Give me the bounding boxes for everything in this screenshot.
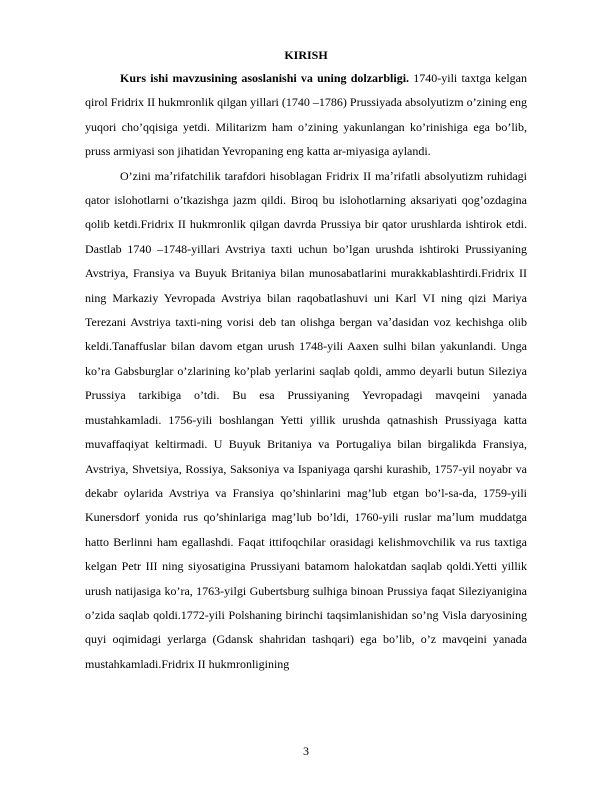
page-number: 3 xyxy=(303,744,309,758)
section-heading: KIRISH xyxy=(284,48,328,62)
paragraph-text: O’zini maʼrifatchilik tarafdori hisoblagan Fridrix II maʼrifatli absolyutizm ruhidagi qator islohotlarni o’tkazishga jazm qildi. Biroq bu islohotlarning aksariyati qog’ozdagina qolib ketdi.Fridrix II hukmronlik qilgan davrda Prussiya bir qator urushlarda ishtirok etdi. Dastlab 1740 –1748-yillari Avstriya taxti uchun bo’lgan urushda ishtiroki Prussiyaning Avstriya, Fransiya va Buyuk Britaniya bilan munosabatlarini murakkablashtirdi.Fridrix II ning Markaziy Yevropada Avstriya bilan raqobatlashuvi uni Karl VI ning qizi Mariya Terezani Avstriya taxti-ning vorisi deb tan olishga bergan vaʼdasidan voz kechishga olib keldi.Tanaffuslar bilan davom etgan urush 1748-yili Aaxen sulhi bilan yakunlandi. Unga ko’ra Gabsburglar o’zlarining ko’plab yerlarini saqlab qoldi, ammo deyarli butun Sileziya Prussiya tarkibiga o’tdi. Bu esa Prussiyaning Yevropadagi mavqeini yanada mustahkamladi. 1756-yili boshlangan Yetti yillik urushda qatnashish Prussiyaga katta muvaffaqiyat keltirmadi. U Buyuk Britaniya va Portugaliya bilan birgalikda Fransiya, Avstriya, Shvetsiya, Rossiya, Saksoniya va Ispaniyaga qarshi kurashib, 1757-yil noyabr va dekabr oylarida Avstriya va Fransiya qo’shinlarini mag’lub etgan bo’l-sa-da, 1759-yili Kunersdorf yonida rus qo’shinlariga mag’lub bo’ldi, 1760-yili ruslar maʼlum muddatga hatto Berlinni ham egallashdi. Faqat ittifoqchilar orasidagi kelishmovchilik va rus taxtiga kelgan Petr III ning siyosatigina Prussiyani batamom halokatdan saqlab qoldi.Yetti yillik urush natijasiga ko’ra, 1763-yilgi Gubertsburg sulhiga binoan Prussiya faqat Sileziyanigina o’zida saqlab qoldi.1772-yili Polshaning birinchi taqsimlanishidan so’ng Visla daryosining quyi oqimidagi yerlarga (Gdansk shahridan tashqari) ega bo’lib, o’z mavqeini yanada mustahkamladi.Fridrix II hukmronligining xyxy=(85,168,527,671)
paragraph-lead: Kurs ishi mavzusining asoslanishi va uning dolzarbligi. xyxy=(120,71,410,85)
paragraph-text: 1740-yili taxtga kelgan qirol Fridrix II hukmronlik qilgan yillari (1740 –1786) Prussiyada absolyutizm o’zining eng yuqori cho’qqisiga yetdi. Militarizm ham o’zining yakunlangan ko’rinishiga ega bo’lib, pruss armiyasi son jihatidan Yevropaning eng katta ar-miyasiga aylandi. xyxy=(85,71,527,159)
document-body xyxy=(85,45,527,676)
paragraph-2 xyxy=(85,164,527,677)
paragraph-1 xyxy=(85,66,527,164)
